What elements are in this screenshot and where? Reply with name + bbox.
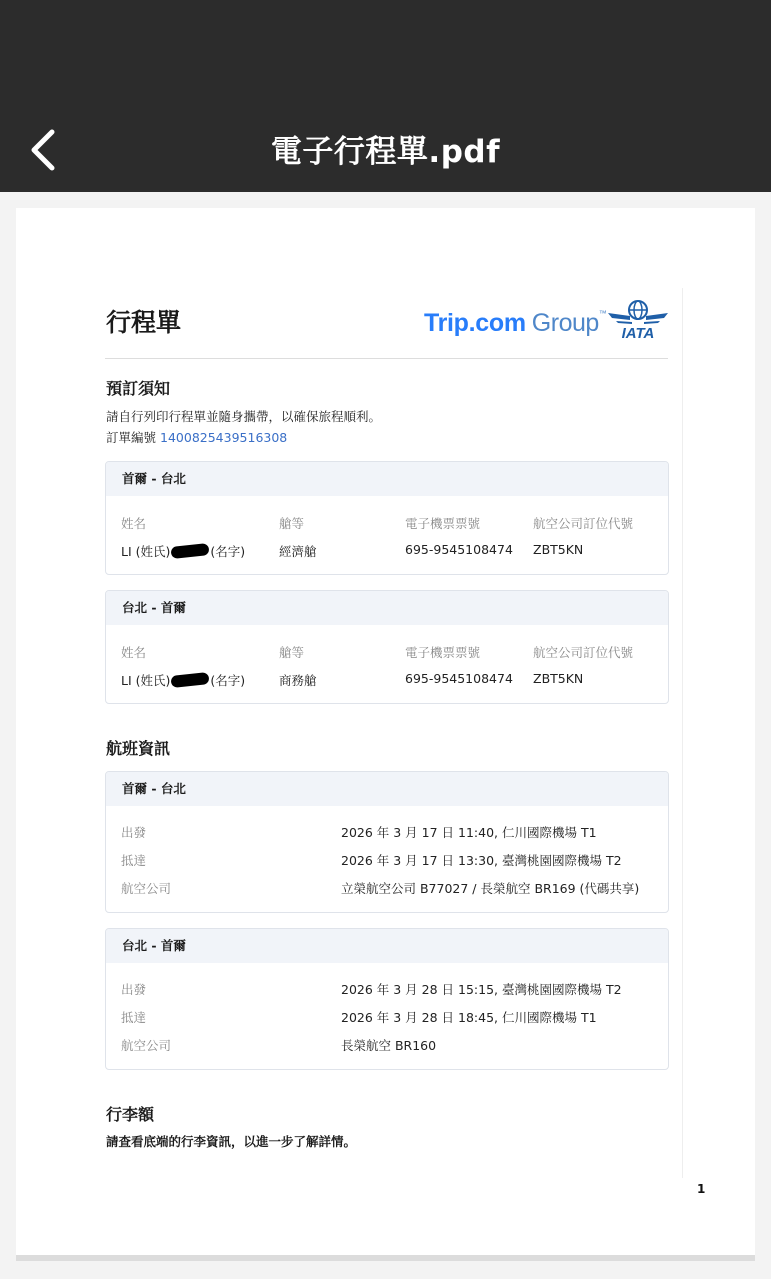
brand-group-text: Group: [531, 309, 599, 337]
page-number: 1: [697, 1182, 706, 1196]
passenger-surname: LI (姓氏): [121, 673, 171, 688]
arrive-label: 抵達: [121, 1010, 147, 1025]
segment-route-header: 首爾 - 台北: [106, 772, 668, 806]
eticket-number: 695-9545108474: [405, 671, 513, 686]
airline-label: 航空公司: [121, 1038, 172, 1053]
pnr-label: 航空公司訂位代號: [533, 645, 634, 660]
booking-notice-heading: 預訂須知: [106, 379, 171, 398]
brand-tm-mark: ™: [598, 309, 607, 318]
iata-logo: [606, 299, 670, 341]
airline-value: 立榮航空公司 B77027 / 長榮航空 BR169 (代碼共享): [341, 881, 640, 896]
arrive-value: 2026 年 3 月 17 日 13:30, 臺灣桃園國際機場 T2: [341, 853, 622, 868]
eticket-label: 電子機票票號: [405, 516, 481, 531]
depart-value: 2026 年 3 月 17 日 11:40, 仁川國際機場 T1: [341, 825, 597, 840]
passenger-name: LI (姓氏) (名字): [121, 673, 246, 688]
passenger-name: LI (姓氏) (名字): [121, 544, 246, 559]
page-separator: [16, 1255, 755, 1261]
eticket-number: 695-9545108474: [405, 542, 513, 557]
pnr-value: ZBT5KN: [533, 542, 584, 557]
passenger-given-name-label: 名字): [215, 673, 246, 688]
airline-value: 長榮航空 BR160: [341, 1038, 437, 1053]
brand-trip-text: Trip.com: [424, 309, 526, 337]
order-number-line: [106, 428, 287, 446]
depart-value: 2026 年 3 月 28 日 15:15, 臺灣桃園國際機場 T2: [341, 982, 622, 997]
document-title: 行程單: [106, 308, 182, 337]
depart-label: 出發: [121, 982, 147, 997]
iata-logo-text: IATA: [621, 325, 655, 341]
content-edge-line: [682, 288, 683, 1178]
segment-route-header: 台北 - 首爾: [106, 929, 668, 963]
baggage-note: 請查看底端的行李資訊，以進一步了解詳情。: [106, 1134, 357, 1149]
name-label: 姓名: [121, 516, 147, 531]
cabin-label: 艙等: [279, 645, 305, 660]
pnr-label: 航空公司訂位代號: [533, 516, 634, 531]
ticket-route-header: 台北 - 首爾: [106, 591, 668, 625]
booking-instruction: 請自行列印行程單並隨身攜帶，以確保旅程順利。: [106, 409, 382, 424]
cabin-label: 艙等: [279, 516, 305, 531]
top-app-bar: [0, 0, 771, 192]
redaction-mark: [171, 672, 210, 688]
cabin-value: 商務艙: [279, 673, 317, 688]
flight-segment-card: [105, 928, 669, 1070]
baggage-heading: 行李額: [106, 1105, 155, 1124]
arrive-label: 抵達: [121, 853, 147, 868]
order-number-label: 訂單編號: [106, 430, 157, 445]
pdf-page: [16, 208, 755, 1255]
order-number-link[interactable]: 1400825439516308: [160, 430, 288, 445]
arrive-value: 2026 年 3 月 28 日 18:45, 仁川國際機場 T1: [341, 1010, 597, 1025]
cabin-value: 經濟艙: [279, 544, 317, 559]
depart-label: 出發: [121, 825, 147, 840]
name-label: 姓名: [121, 645, 147, 660]
ticket-card: [105, 461, 669, 575]
redaction-mark: [171, 543, 210, 559]
pnr-value: ZBT5KN: [533, 671, 584, 686]
ticket-route-header: 首爾 - 台北: [106, 462, 668, 496]
file-title: 電子行程單.pdf: [270, 134, 501, 170]
passenger-surname: LI (姓氏): [121, 544, 171, 559]
flight-segment-card: [105, 771, 669, 913]
flight-info-heading: 航班資訊: [106, 739, 171, 758]
airline-label: 航空公司: [121, 881, 172, 896]
trip-com-group-logo: [424, 309, 607, 338]
ticket-card: [105, 590, 669, 704]
eticket-label: 電子機票票號: [405, 645, 481, 660]
passenger-given-name-label: 名字): [215, 544, 246, 559]
header-divider: [105, 358, 668, 359]
